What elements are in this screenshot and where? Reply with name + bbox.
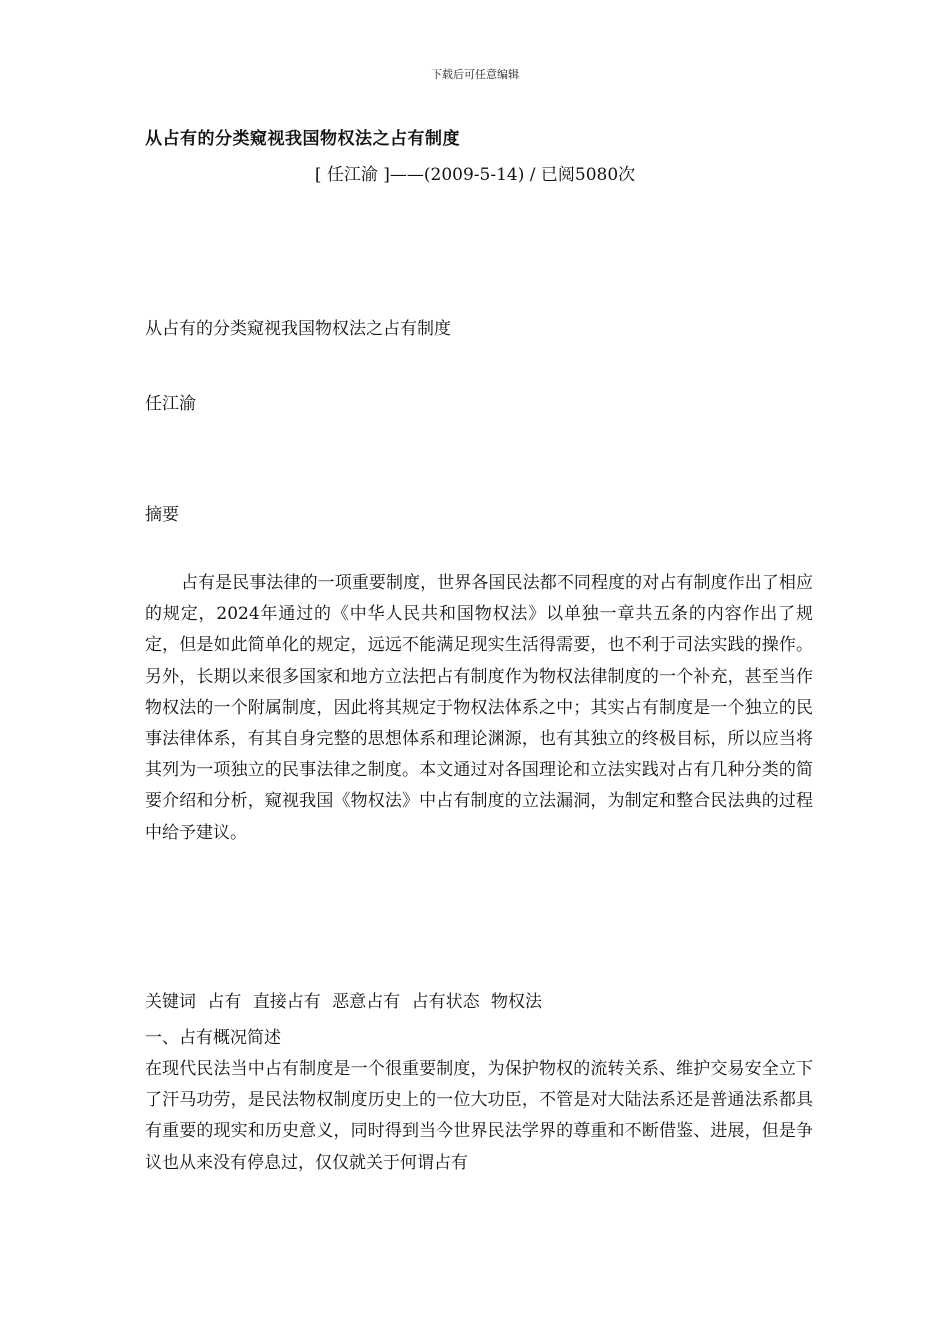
keyword: 物权法 (491, 992, 543, 1012)
header-note: 下载后可任意编辑 (431, 68, 519, 81)
body-title: 从占有的分类窥视我国物权法之占有制度 (145, 319, 451, 339)
keyword: 占有状态 (411, 992, 480, 1012)
document-title: 从占有的分类窥视我国物权法之占有制度 (145, 129, 460, 149)
abstract-heading: 摘要 (145, 505, 179, 525)
keywords-line (145, 987, 542, 1012)
author-name: 任江渝 (145, 394, 196, 414)
byline: [ 任江渝 ]——(2009-5-14) / 已阅5080次 (314, 165, 636, 185)
section1-paragraph: 在现代民法当中占有制度是一个很重要制度，为保护物权的流转关系、维护交易安全立下了汗马功劳，是民法物权制度历史上的一位大功臣，不管是对大陆法系还是普通法系都具有重要的现实和历史意义，同时得到当今世界民法学界的尊重和不断借鉴、进展，但是争议也从来没有停息过，仅仅就关于何谓占有 (145, 1059, 813, 1173)
section1-heading: 一、占有概况简述 (145, 1028, 281, 1048)
abstract-paragraph: 占有是民事法律的一项重要制度，世界各国民法都不同程度的对占有制度作出了相应的规定，2024年通过的《中华人民共和国物权法》以单独一章共五条的内容作出了规定，但是如此简单化的规定，远远不能满足现实生活得需要，也不利于司法实践的操作。另外，长期以来很多国家和地方立法把占有制度作为物权法律制度的一个补充，甚至当作物权法的一个附属制度，因此将其规定于物权法体系之中；其实占有制度是一个独立的民事法律体系，有其自身完整的思想体系和理论渊源，也有其独立的终极目标，所以应当将其列为一项独立的民事法律之制度。本文通过对各国理论和立法实践对占有几种分类的简要介绍和分析，窥视我国《物权法》中占有制度的立法漏洞，为制定和整合民法典的过程中给予建议。 (145, 573, 813, 843)
keyword: 直接占有 (252, 992, 321, 1012)
keywords-label: 关键词 (145, 992, 196, 1012)
keyword: 恶意占有 (332, 992, 401, 1012)
keyword: 占有 (207, 992, 242, 1012)
